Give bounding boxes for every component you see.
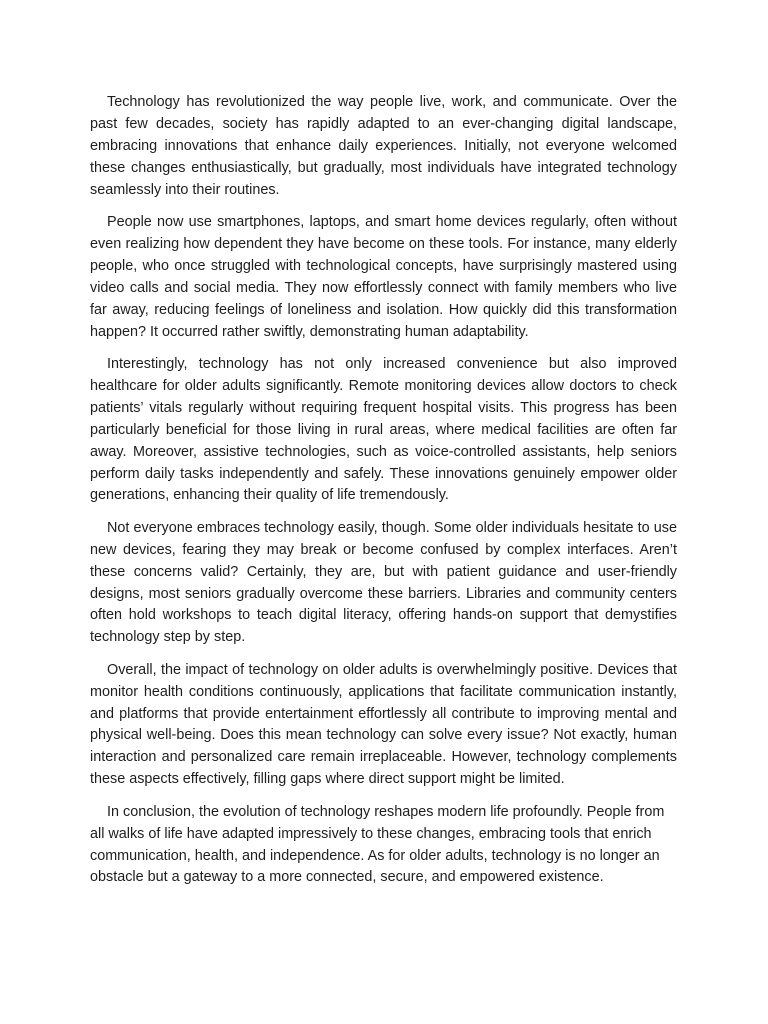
paragraph-4: Not everyone embraces technology easily, though. Some older individuals hesitate to use new devices, fearing they may break or become confused by complex interfaces. Aren’t these concerns valid? Certainly, they are, but with patient guidance and user-friendly designs, most seniors gradually overcome these barriers. Libraries and community centers often hold workshops to teach digital literacy, offering hands-on support that demystifies technology step by step.: [90, 519, 677, 646]
document-body: [90, 92, 677, 900]
paragraph-5: Overall, the impact of technology on older adults is overwhelmingly positive. Devices that monitor health conditions continuously, applications that facilitate communication instantly, and platforms that provide entertainment effortlessly all contribute to improving mental and physical well-being. Does this mean technology can solve every issue? Not exactly, human interaction and personalized care remain irreplaceable. However, technology complements these aspects effectively, filling gaps where direct support might be limited.: [90, 661, 677, 788]
paragraph-3: Interestingly, technology has not only increased convenience but also improved healthcare for older adults significantly. Remote monitoring devices allow doctors to check patients’ vitals regularly without requiring frequent hospital visits. This progress has been particularly beneficial for those living in rural areas, where medical facilities are often far away. Moreover, assistive technologies, such as voice-controlled assistants, help seniors perform daily tasks independently and safely. These innovations genuinely empower older generations, enhancing their quality of life tremendously.: [90, 355, 677, 504]
paragraph-2: People now use smartphones, laptops, and smart home devices regularly, often without even realizing how dependent they have become on these tools. For instance, many elderly people, who once struggled with technological concepts, have surprisingly mastered using video calls and social media. They now effortlessly connect with family members who live far away, reducing feelings of loneliness and isolation. How quickly did this transformation happen? It occurred rather swiftly, demonstrating human adaptability.: [90, 214, 677, 340]
paragraph-1: Technology has revolutionized the way people live, work, and communicate. Over the past few decades, society has rapidly adapted to an ever-changing digital landscape, embracing innovations that enhance daily experiences. Initially, not everyone welcomed these changes enthusiastically, but gradually, most individuals have integrated technology seamlessly into their routines.: [90, 94, 677, 198]
paragraph-6: In conclusion, the evolution of technology reshapes modern life profoundly. People from all walks of life have adapted impressively to these changes, embracing tools that enrich communication, health, and independence. As for older adults, technology is no longer an obstacle but a gateway to a more connected, secure, and empowered existence.: [90, 803, 665, 886]
